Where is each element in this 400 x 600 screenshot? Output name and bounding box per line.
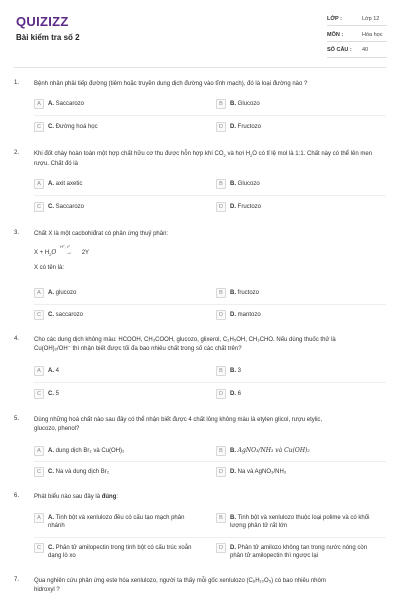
option-letter: B (216, 446, 226, 456)
option-letter: A (34, 366, 44, 376)
option-text: saccarozo (55, 312, 84, 318)
question-number: 6. (14, 493, 20, 499)
option-letter: D (216, 122, 226, 132)
meta-divider (327, 57, 387, 58)
option-text: 5 (55, 391, 60, 397)
option-letter: C (34, 467, 44, 477)
option-text: Tinh bột và xenlulozo thuộc loại polime và có khối lượng phân tử rất lớn (230, 515, 370, 529)
option-text: glucozo (55, 290, 77, 296)
meta-divider (327, 41, 387, 42)
question-number: 4. (14, 336, 20, 342)
option-letter: C (34, 310, 44, 320)
question-number: 1. (14, 80, 20, 86)
option-letter: C (34, 543, 44, 553)
header-divider (14, 67, 386, 68)
option-letter: D (216, 543, 226, 553)
option-text: Phân tử amilopectin trong tinh bột có cấu trúc xoắn dạng lò xo (48, 545, 192, 559)
question-text: Qua nghiên cứu phản ứng este hóa xenlulozo, người ta thấy mỗi gốc xenlulozo (C₆H₁₀O₅) có bao nhiêu nhóm hidroxyl ? (34, 578, 326, 593)
option-letter: D (216, 389, 226, 399)
quizizz-logo: QUIZIZZ (16, 14, 69, 29)
option-divider (34, 537, 386, 538)
option-text: Saccarozo (55, 204, 85, 210)
option-text: Tinh bột và xenlulozo đều có cấu tạo mạch phân nhánh (48, 515, 185, 529)
option-letter: B (216, 288, 226, 298)
question-text: Chất X là một cacbohiđrat có phản ứng thuỷ phân: (34, 231, 169, 237)
option-text: Fructozo (237, 124, 262, 130)
test-title: Bài kiểm tra số 2 (16, 33, 80, 42)
meta-divider (327, 25, 387, 26)
option-text: 3 (237, 368, 242, 374)
option-text: Đường hoá học (55, 124, 98, 130)
option-text: Phân tử amilozo không tan trong nước nóng còn phân tử amilopectin thì ngược lại (230, 545, 368, 559)
question-number: 2. (14, 150, 20, 156)
option-text: Na và AgNO₃/NH₃ (237, 469, 287, 475)
option-text: Glucozo (237, 101, 260, 107)
option-letter: C (34, 202, 44, 212)
question-text: Dùng những hoá chất nào sau đây có thể nhận biết được 4 chất lỏng không màu là etylen glicol, rượu etylic, glucozo, phenol? (34, 417, 323, 432)
option-text: Glucozo (237, 181, 260, 187)
option-letter: B (216, 99, 226, 109)
option-letter: B (216, 366, 226, 376)
option-letter: B (216, 513, 226, 523)
option-letter: D (216, 467, 226, 477)
meta-count-value: 40 (362, 47, 369, 53)
option-letter: A (34, 99, 44, 109)
question-subtext: X có tên là: (34, 265, 65, 271)
option-letter: A (34, 513, 44, 523)
option-text: Saccarozo (55, 101, 85, 107)
page-header (0, 0, 400, 66)
option-text: dung dịch Br₂ và Cu(OH)₂ (55, 448, 125, 454)
option-letter: D (216, 202, 226, 212)
option-text: Na và dung dịch Br₂ (55, 469, 110, 475)
question-text: Bệnh nhân phải tiếp đường (tiêm hoặc truyền dung dịch đường vào tĩnh mạch), đó là loại đường nào ? (34, 81, 308, 87)
option-letter: D (216, 310, 226, 320)
option-letter: A (34, 179, 44, 189)
option-text: axit axetic (55, 181, 83, 187)
option-text: mantozo (237, 312, 261, 318)
question-number: 7. (14, 577, 20, 583)
option-text: AgNO₃/NH₃ và Cu(OH)₂ (237, 447, 310, 454)
option-divider (34, 115, 386, 116)
option-text: Fructozo (237, 204, 262, 210)
meta-subject-value: Hóa học (362, 32, 383, 38)
meta-count-label: SỐ CÂU : (327, 47, 352, 53)
meta-class-value: Lớp 12 (362, 16, 380, 22)
question-text: Phát biểu nào sau đây là đúng: (34, 494, 119, 500)
option-divider (34, 461, 386, 462)
option-divider (34, 304, 386, 305)
reaction-equation: $X + H_2O$ H⁺, t° → 2Y (34, 244, 90, 258)
question-text: Khi đốt cháy hoàn toàn một hợp chất hữu cơ thu được hỗn hợp khí $CO_2$ và hơi $H_2O$ có tỉ lệ mol là 1:1. Chất này có thể lên men rượu. Chất đó là (34, 151, 373, 168)
option-text: 6 (237, 391, 242, 397)
meta-subject-label: MÔN : (327, 32, 344, 38)
question-number: 3. (14, 230, 20, 236)
option-letter: C (34, 389, 44, 399)
option-letter: C (34, 122, 44, 132)
option-letter: A (34, 446, 44, 456)
meta-class-label: LỚP : (327, 16, 342, 22)
option-text: fructozo (237, 290, 260, 296)
option-divider (34, 382, 386, 383)
option-text: 4 (55, 368, 60, 374)
option-letter: B (216, 179, 226, 189)
question-text: Cho các dung dịch không màu: HCOOH, CH₃COOH, glucozo, glixerol, C₂H₅OH, CH₃CHO. Nếu dùng thuốc thử là Cu(OH)₂/OH⁻ thì nhận biết được tối đa bao nhiêu chất trong số các chất trên? (34, 337, 336, 352)
option-divider (34, 195, 386, 196)
option-letter: A (34, 288, 44, 298)
question-number: 5. (14, 416, 20, 422)
